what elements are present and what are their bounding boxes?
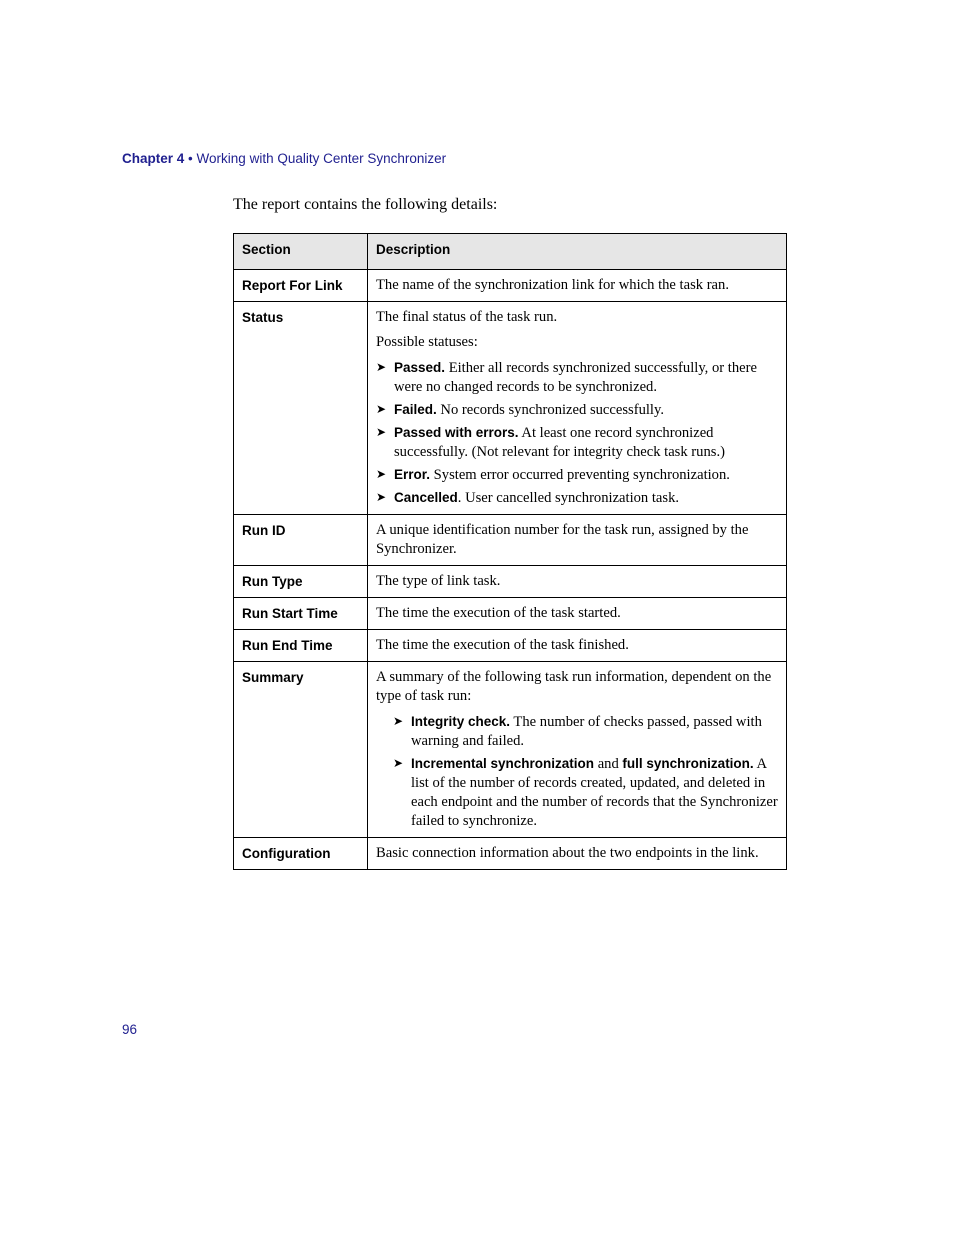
status-description: The final status of the task run. <box>376 309 558 325</box>
table-row-run-id <box>234 515 787 566</box>
section-cell: Run Type <box>234 566 368 598</box>
description-cell <box>368 662 787 838</box>
list-item <box>376 423 778 462</box>
status-text: . User cancelled synchronization task. <box>457 490 680 506</box>
column-header-description: Description <box>368 234 787 270</box>
list-item <box>393 712 778 751</box>
summary-term-2: full synchronization. <box>622 756 754 771</box>
description-cell: The name of the synchronization link for which the task ran. <box>368 270 787 302</box>
description-cell: The type of link task. <box>368 566 787 598</box>
table-row-report-for-link <box>234 270 787 302</box>
list-item <box>376 400 778 420</box>
arrow-bullet-icon: ➤ <box>376 467 387 481</box>
description-cell <box>368 302 787 515</box>
description-cell: The time the execution of the task finished. <box>368 630 787 662</box>
arrow-bullet-icon: ➤ <box>393 756 404 770</box>
status-intro: Possible statuses: <box>376 334 478 350</box>
arrow-bullet-icon: ➤ <box>393 714 404 728</box>
summary-text: The number of checks passed, passed with warning and failed. <box>411 714 762 749</box>
page-number: 96 <box>122 1022 138 1037</box>
status-term: Failed. <box>394 402 437 417</box>
section-cell: Report For Link <box>234 270 368 302</box>
status-text: No records synchronized successfully. <box>436 402 664 418</box>
arrow-bullet-icon: ➤ <box>376 360 387 374</box>
table-row-status <box>234 302 787 515</box>
summary-text: A list of the number of records created, updated, and deleted in each endpoint and the number of records that the Synchronizer failed to synchronize. <box>411 756 778 829</box>
table-row-run-type <box>234 566 787 598</box>
section-cell: Summary <box>234 662 368 838</box>
section-cell: Run End Time <box>234 630 368 662</box>
chapter-label: Chapter 4 <box>122 151 185 166</box>
status-term: Error. <box>394 467 431 482</box>
status-text: At least one record synchronized successfully. (Not relevant for integrity check task runs.) <box>394 425 725 460</box>
status-term: Passed with errors. <box>394 425 519 440</box>
table-row-summary <box>234 662 787 838</box>
table-header-row <box>234 234 787 270</box>
list-item <box>376 358 778 397</box>
chapter-title: Working with Quality Center Synchronizer <box>196 151 447 166</box>
summary-list <box>393 712 778 831</box>
status-text: Either all records synchronized successfully, or there were no changed records to be synchronized. <box>394 360 757 395</box>
header-separator: • <box>188 151 193 166</box>
status-term: Passed. <box>394 360 446 375</box>
list-item <box>376 488 778 508</box>
summary-description: A summary of the following task run information, dependent on the type of task run: <box>376 669 772 704</box>
summary-term: Integrity check. <box>411 714 511 729</box>
running-header <box>122 151 446 166</box>
description-cell: The time the execution of the task started. <box>368 598 787 630</box>
arrow-bullet-icon: ➤ <box>376 490 387 504</box>
status-term: Cancelled <box>394 490 458 505</box>
section-cell: Configuration <box>234 838 368 870</box>
table-row-run-end-time <box>234 630 787 662</box>
section-cell: Status <box>234 302 368 515</box>
list-item <box>393 754 778 831</box>
description-cell: A unique identification number for the task run, assigned by the Synchronizer. <box>368 515 787 566</box>
report-details-table <box>233 233 787 870</box>
table-row-configuration <box>234 838 787 870</box>
arrow-bullet-icon: ➤ <box>376 402 387 416</box>
column-header-section: Section <box>234 234 368 270</box>
summary-term: Incremental synchronization <box>411 756 595 771</box>
table-row-run-start-time <box>234 598 787 630</box>
description-cell: Basic connection information about the two endpoints in the link. <box>368 838 787 870</box>
list-item <box>376 465 778 485</box>
arrow-bullet-icon: ➤ <box>376 425 387 439</box>
status-text: System error occurred preventing synchronization. <box>430 467 730 483</box>
section-cell: Run Start Time <box>234 598 368 630</box>
intro-paragraph: The report contains the following details: <box>233 196 498 213</box>
status-list <box>376 358 778 508</box>
summary-connector: and <box>594 756 623 772</box>
section-cell: Run ID <box>234 515 368 566</box>
